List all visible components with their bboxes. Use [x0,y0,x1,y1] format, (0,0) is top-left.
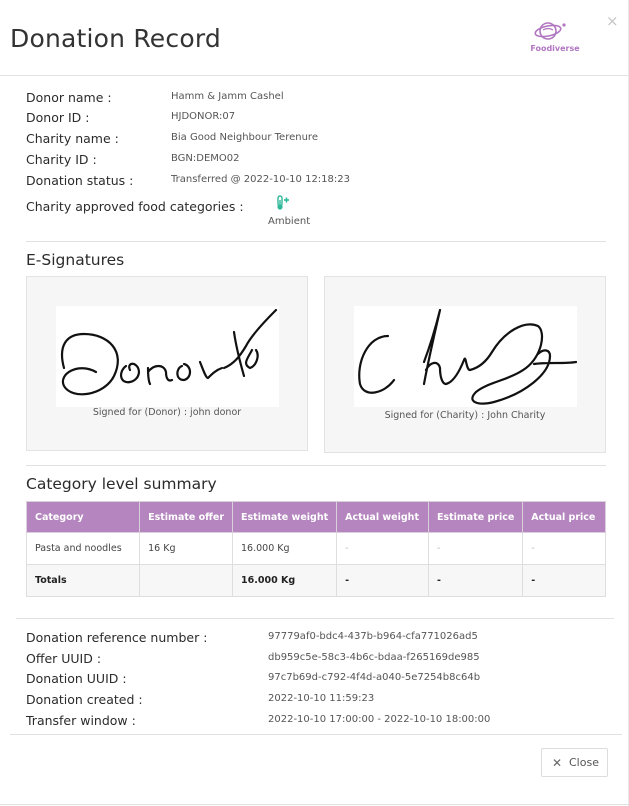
detail-label: Charity approved food categories : [26,199,244,214]
table-cell: Totals [27,565,140,597]
divider [10,734,622,735]
table-cell: 16 Kg [140,533,233,565]
table-cell: Pasta and noodles [27,533,140,565]
close-button[interactable] [541,748,608,777]
charity-signature-image [354,306,577,407]
column-header: Estimate offer [140,502,233,533]
detail-value: BGN:DEMO02 [171,153,240,164]
section-title-signatures: E-Signatures [26,251,125,269]
planet-logo-icon [528,20,582,46]
table-cell: 16.000 Kg [233,565,337,597]
detail-label: Charity ID : [26,152,97,167]
detail-value: Hamm & Jamm Cashel [171,91,284,102]
donor-signature-image [56,306,279,407]
table-cell: 16.000 Kg [233,533,337,565]
charity-signature-caption: Signed for (Charity) : John Charity [384,410,546,421]
column-header: Estimate price [428,502,522,533]
modal-header [0,0,629,76]
close-icon[interactable]: × [606,12,619,30]
table-cell: - [337,533,429,565]
page-title: Donation Record [10,24,221,53]
divider [26,465,606,466]
divider [26,241,606,242]
detail-label: Donation status : [26,173,134,188]
logo-text: Foodiverse [530,44,580,53]
charity-signature-pad [354,306,577,407]
detail-value: Bia Good Neighbour Terenure [171,132,318,143]
donor-signature-card [26,276,308,451]
ref-value: db959c5e-58c3-4b6c-bdaa-f265169de985 [268,652,480,663]
category-summary-table [26,501,606,597]
column-header: Actual price [523,502,606,533]
category-label: Ambient [268,216,311,227]
ref-label: Offer UUID : [26,651,102,666]
ref-label: Donation reference number : [26,630,208,645]
ref-value: 97779af0-bdc4-437b-b964-cfa771026ad5 [268,631,478,642]
ref-value: 97c7b69d-c792-4f4d-a040-5e7254b8c64b [268,672,481,683]
totals-row [27,565,606,597]
table-cell: - [428,533,522,565]
table-header-row [27,502,606,533]
table-cell: - [337,565,429,597]
section-title-summary: Category level summary [26,475,217,493]
table-cell: - [523,565,606,597]
ref-label: Transfer window : [26,713,136,728]
detail-value: HJDONOR:07 [171,111,236,122]
close-button-label: Close [569,756,599,769]
divider [0,804,629,805]
ref-label: Donation UUID : [26,671,127,686]
table-row [27,533,606,565]
ref-label: Donation created : [26,692,143,707]
charity-signature-card [324,276,606,453]
column-header: Actual weight [337,502,429,533]
ref-value: 2022-10-10 17:00:00 - 2022-10-10 18:00:00 [268,714,491,725]
x-icon: ✕ [552,756,563,770]
table-cell: - [428,565,522,597]
detail-value: Transferred @ 2022-10-10 12:18:23 [171,174,350,185]
table-cell [140,565,233,597]
detail-label: Donor name : [26,90,112,105]
column-header: Estimate weight [233,502,337,533]
table-cell: - [523,533,606,565]
detail-label: Donor ID : [26,110,90,125]
thermometer-plus-icon [274,195,290,211]
ref-value: 2022-10-10 11:59:23 [268,693,375,704]
donor-signature-pad [56,306,279,407]
donor-signature-caption: Signed for (Donor) : john donor [92,407,242,418]
foodiverse-logo [528,20,582,56]
divider [16,618,614,619]
detail-label: Charity name : [26,131,119,146]
column-header: Category [27,502,140,533]
